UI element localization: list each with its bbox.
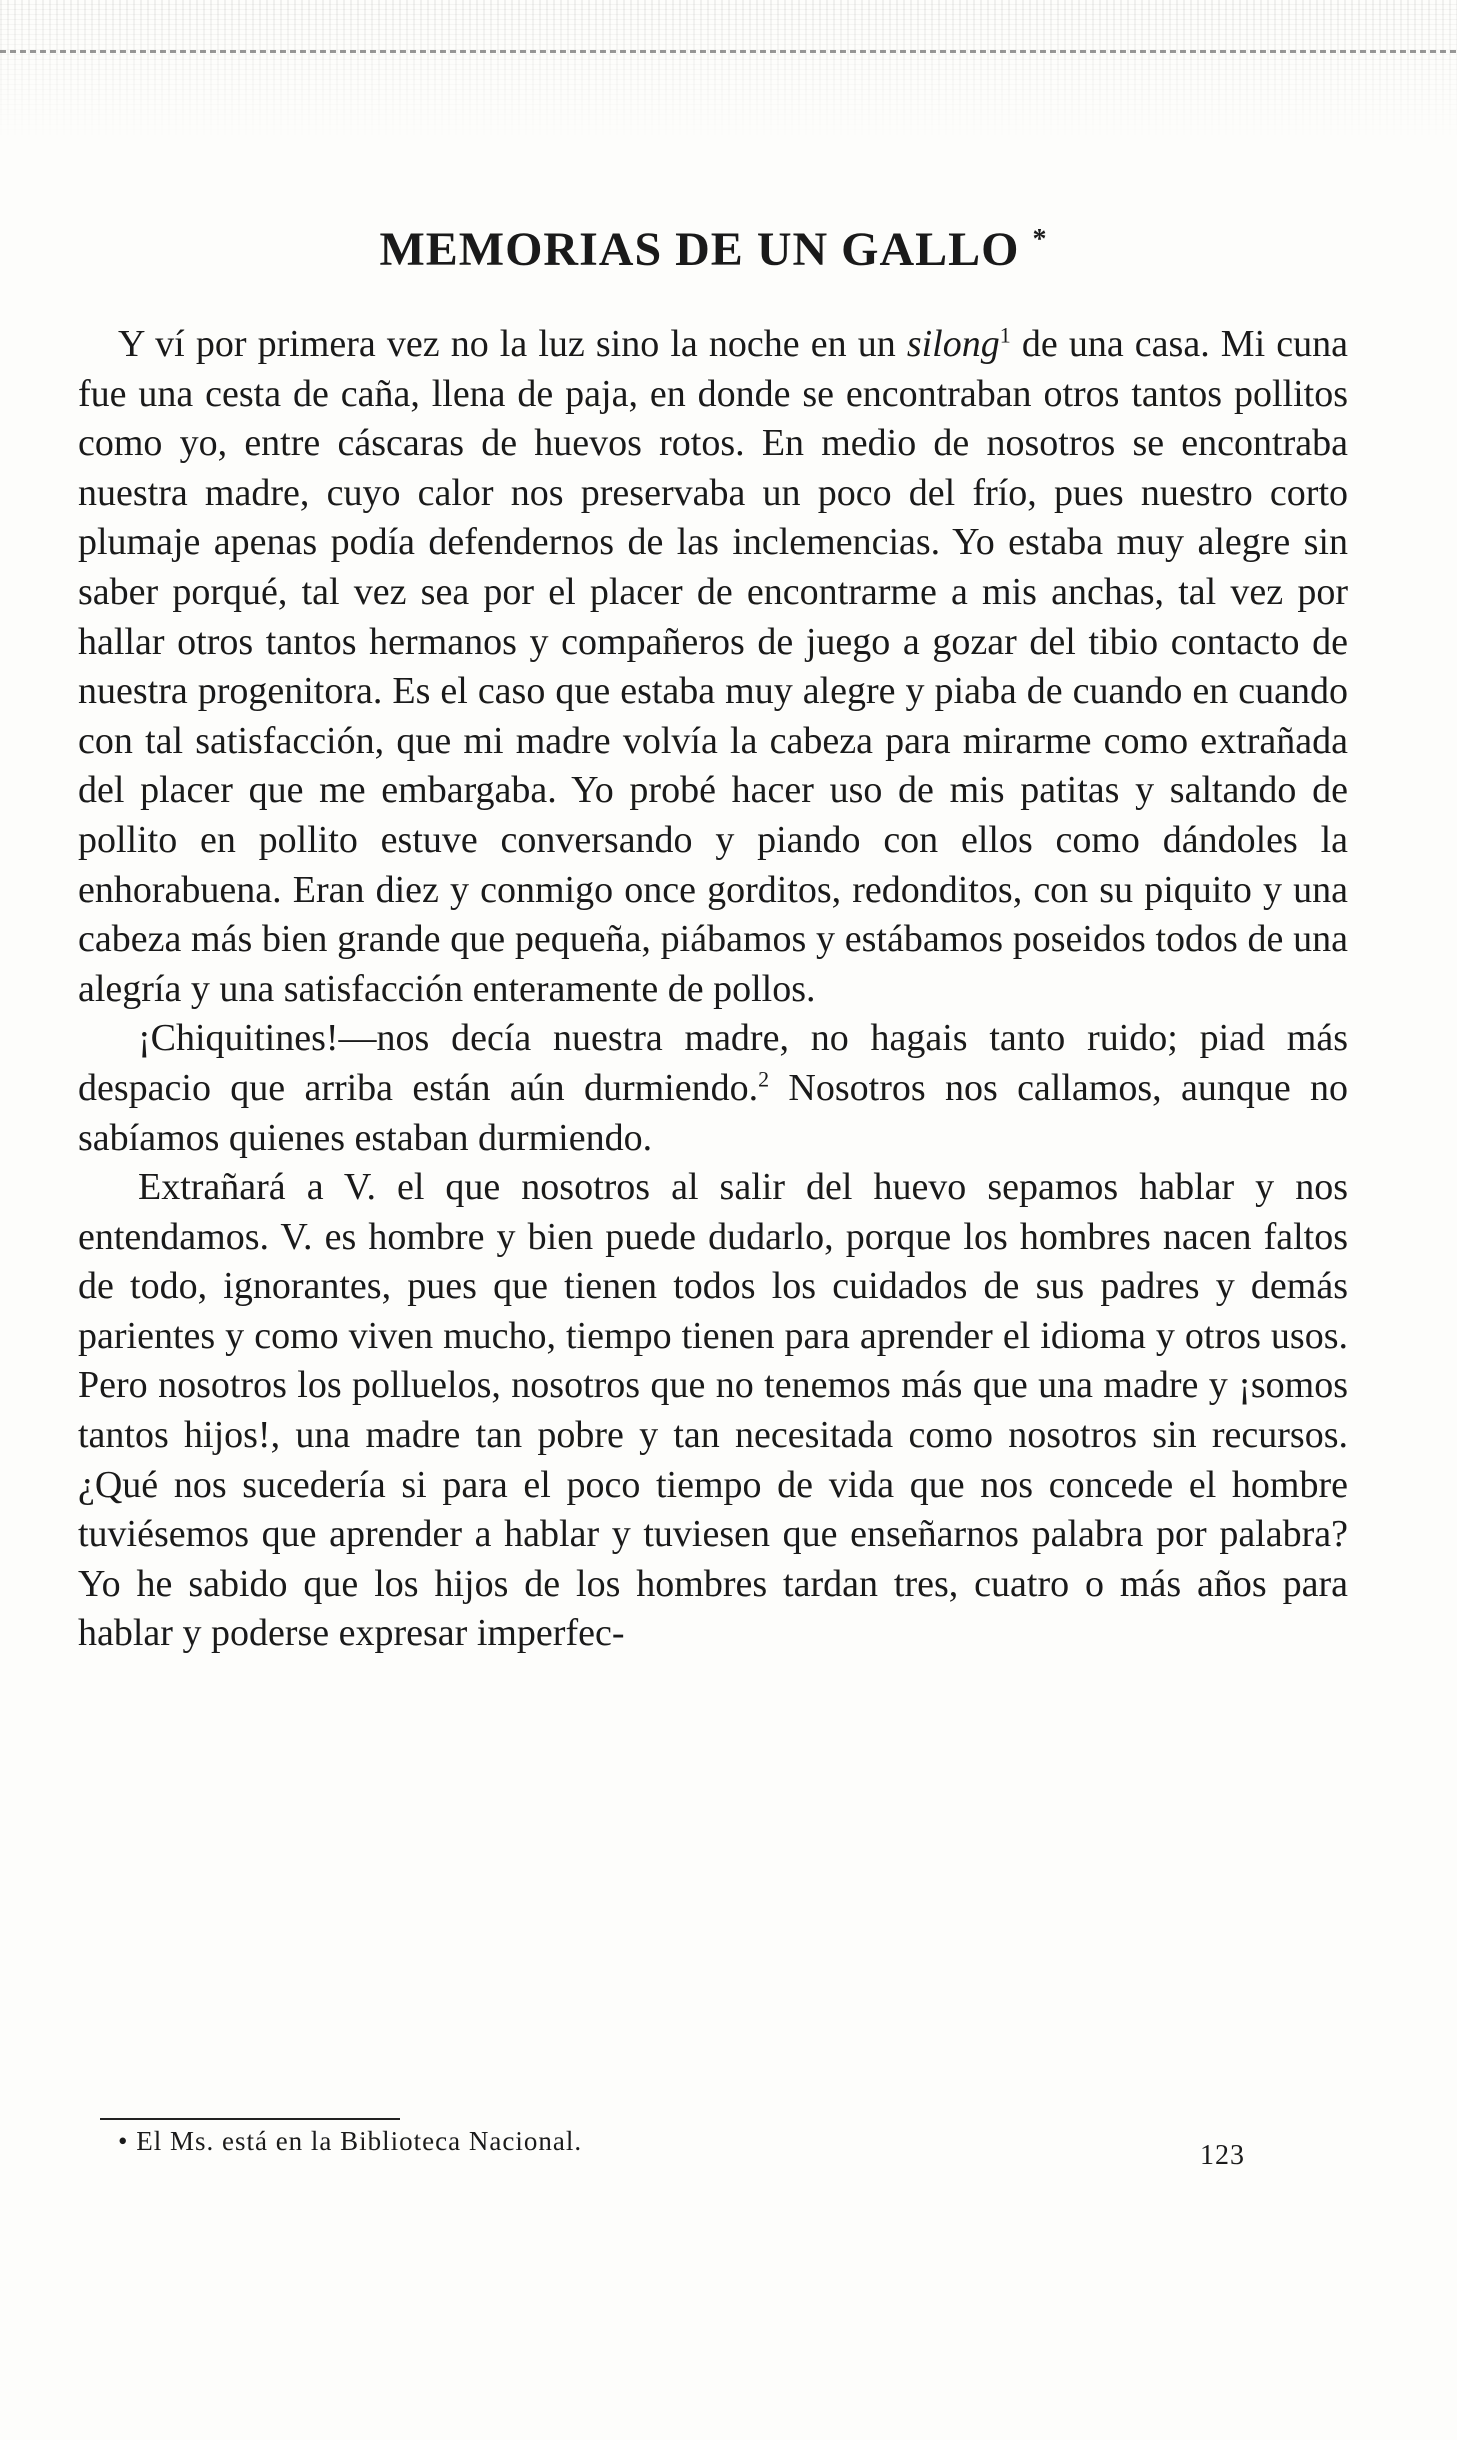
footnote-divider	[100, 2118, 400, 2120]
paragraph-1-after: de una casa. Mi cuna fue una cesta de caña, llena de paja, en donde se encontraban otros tantos pollitos como yo, entre cáscaras de huevos rotos. En medio de nosotros se encontraba nuestra madre, cuyo calor nos preservaba un poco del frío, pues nuestro corto plumaje apenas podía defendernos de las inclemencias. Yo estaba muy alegre sin saber porqué, tal vez sea por el placer de encontrarme a mis anchas, tal vez por hallar otros tantos hermanos y compañeros de juego a gozar del tibio contacto de nuestra progenitora. Es el caso que estaba muy alegre y piaba de cuando en cuando con tal satisfacción, que mi madre volvía la cabeza para mirarme como extrañada del placer que me embargaba. Yo probé hacer uso de mis patitas y saltando de pollito en pollito estuve conversando y piando con ellos como dándoles la enhorabuena. Eran diez y conmigo once gorditos, redonditos, con su piquito y una cabeza más bien grande que pequeña, piábamos y estábamos poseidos todos de una alegría y una satisfacción enteramente de pollos.	[78, 323, 1348, 1010]
paragraph-3	[78, 1163, 1348, 1659]
top-rule	[0, 50, 1457, 53]
title-text: MEMORIAS DE UN GALLO	[379, 223, 1020, 276]
paragraph-1-before: Y ví por primera vez no la luz sino la noche en un	[118, 323, 907, 365]
footnote-ref-1: 1	[999, 322, 1011, 348]
paragraph-2-before: ¡Chiquitines!—nos decía nuestra madre, no hagais tanto ruido; piad más despacio que arriba están aún durmiendo.	[78, 1017, 1348, 1109]
paragraph-3-text: Extrañará a V. el que nosotros al salir del huevo sepamos hablar y nos entendamos. V. es hombre y bien puede dudarlo, porque los hombres nacen faltos de todo, ignorantes, pues que tienen todos los cuidados de sus padres y demás parientes y como viven mucho, tiempo tienen para aprender el idioma y otros usos. Pero nosotros los polluelos, nosotros que no tenemos más que una madre y ¡somos tantos hijos!, una madre tan pobre y tan necesitada como nosotros sin recursos. ¿Qué nos sucedería si para el poco tiempo de vida que nos concede el hombre tuviésemos que aprender a hablar y tuviesen que enseñarnos palabra por palabra? Yo he sabido que los hijos de los hombres tardan tres, cuatro o más años para hablar y poderse expresar imperfec-	[78, 1166, 1348, 1655]
footnote: • El Ms. está en la Biblioteca Nacional.	[118, 2126, 583, 2156]
paragraph-2	[78, 1014, 1348, 1163]
footnote-ref-2: 2	[758, 1066, 770, 1092]
scan-noise-band	[0, 0, 1457, 140]
paragraph-1-italic: silong	[906, 323, 1000, 365]
page-title	[0, 222, 1457, 277]
title-footnote-mark: *	[1032, 224, 1048, 255]
body-text	[78, 320, 1348, 1659]
paragraph-1	[78, 320, 1348, 1014]
page-number: 123	[1200, 2140, 1245, 2171]
paragraph-2-after: Nosotros nos callamos, aunque no sabíamos quienes estaban durmiendo.	[78, 1066, 1348, 1159]
